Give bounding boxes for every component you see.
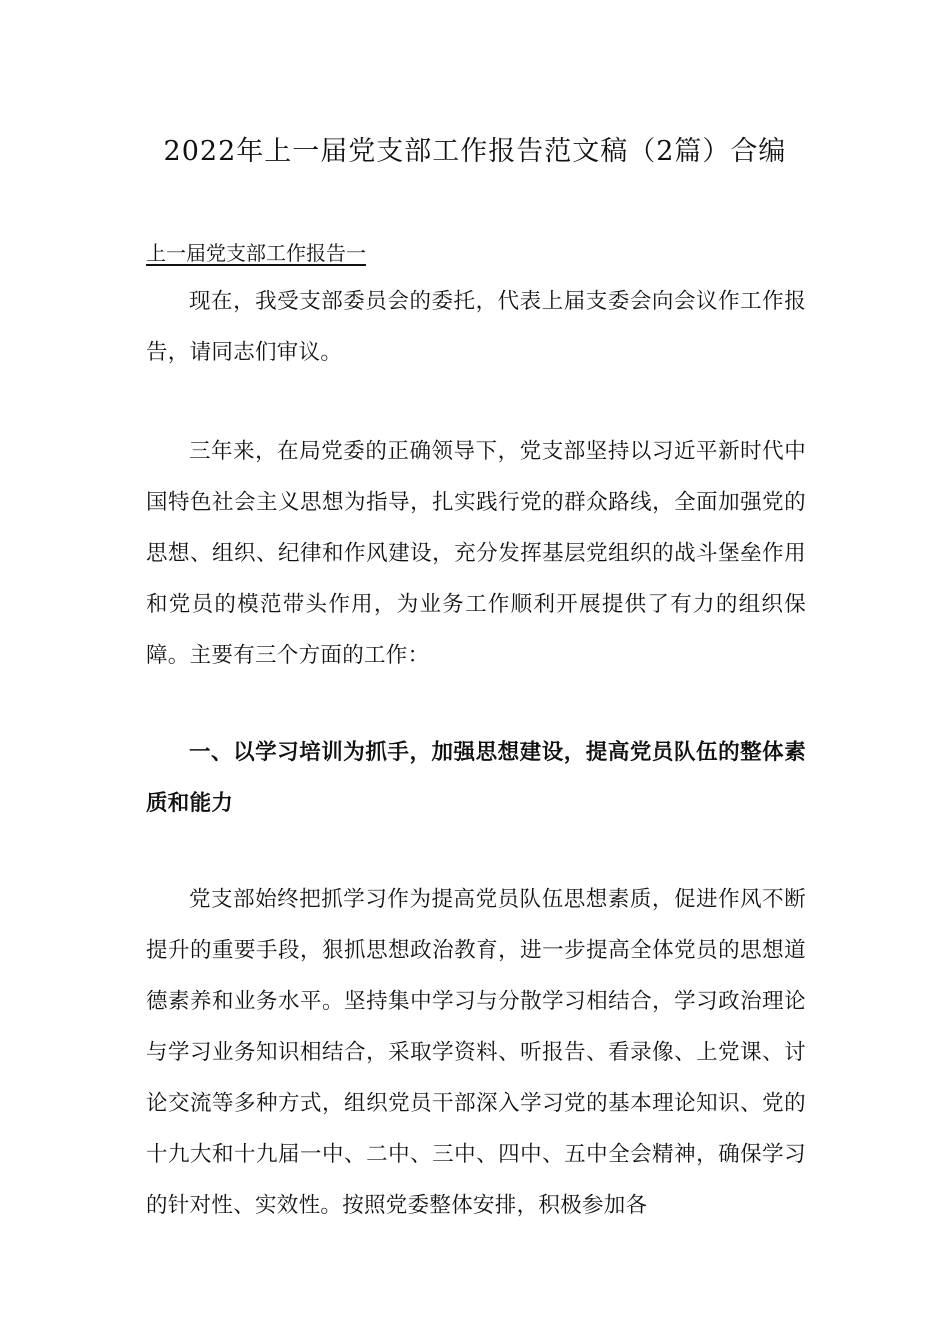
paragraph-intro: 现在，我受支部委员会的委托，代表上届支委会向会议作工作报告，请同志们审议。: [146, 289, 806, 365]
subsection-heading: 一、以学习培训为抓手，加强思想建设，提高党员队伍的整体素质和能力: [146, 740, 806, 816]
section-heading: 上一届党支部工作报告一: [146, 241, 366, 265]
paragraph-summary: 三年来，在局党委的正确领导下，党支部坚持以习近平新时代中国特色社会主义思想为指导，扎实践行党的群众路线，全面加强党的思想、组织、纪律和作风建设，充分发挥基层党组织的战斗堡垒作用和党员的模范带头作用，为业务工作顺利开展提供了有力的组织保障。主要有三个方面的工作：: [146, 439, 806, 668]
document-title: 2022年上一届党支部工作报告范文稿（2篇）合编: [163, 136, 787, 167]
paragraph-study: 党支部始终把抓学习作为提高党员队伍思想素质，促进作风不断提升的重要手段，狠抓思想政治教育，进一步提高全体党员的思想道德素养和业务水平。坚持集中学习与分散学习相结合，学习政治理论与学习业务知识相结合，采取学资料、听报告、看录像、上党课、讨论交流等多种方式，组织党员干部深入学习党的基本理论知识、党的十九大和十九届一中、二中、三中、四中、五中全会精神，确保学习的针对性、实效性。按照党委整体安排，积极参加各: [146, 887, 806, 1218]
